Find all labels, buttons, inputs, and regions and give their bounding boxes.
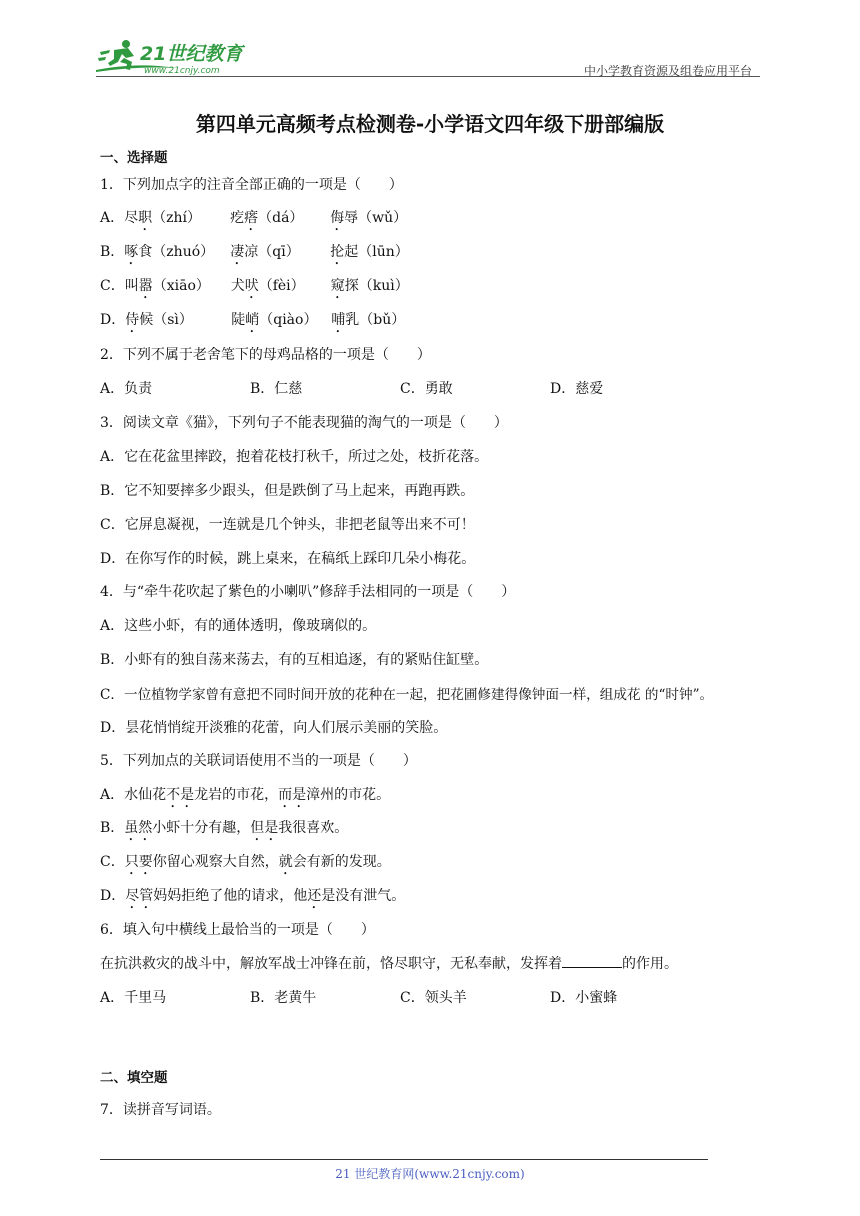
option-c: C．勇敢 <box>400 381 453 397</box>
option-a: A．千里马 <box>100 990 167 1006</box>
question-5-option-b: B．虽然小虾十分有趣，但是我很喜欢。 <box>100 820 349 836</box>
question-5-option-d: D．尽管妈妈拒绝了他的请求，他还是没有泄气。 <box>100 888 406 904</box>
question-4-option-d: D．昙花悄悄绽开淡雅的花蕾，向人们展示美丽的笑脸。 <box>100 720 448 736</box>
question-2-stem: 2．下列不属于老舍笔下的母鸡品格的一项是（ ） <box>100 347 431 363</box>
question-5-option-c: C．只要你留心观察大自然，就会有新的发现。 <box>100 854 391 870</box>
question-3-option-a: A．它在花盆里摔跤，抱着花枝打秋千，所过之处，枝折花落。 <box>100 449 489 465</box>
question-6-stem: 6．填入句中横线上最恰当的一项是（ ） <box>100 922 375 938</box>
option-c: C．领头羊 <box>400 990 467 1006</box>
question-3-option-d: D．在你写作的时候，跳上桌来，在稿纸上踩印几朵小梅花。 <box>100 551 476 567</box>
question-4-option-a: A．这些小虾，有的通体透明，像玻璃似的。 <box>100 618 377 634</box>
logo-text: 21世纪教育 <box>140 43 243 65</box>
question-4-option-b: B．小虾有的独自荡来荡去，有的互相追逐，有的紧贴住缸壁。 <box>100 652 489 668</box>
logo-url: www.21cnjy.com <box>144 66 220 76</box>
section-heading-choice: 一、选择题 <box>100 150 168 166</box>
question-2-options <box>100 378 603 398</box>
option-d: D．慈爱 <box>550 381 604 397</box>
question-1-option-a: A．尽职（zhí） 疙瘩（dá） 侮辱（wǔ） <box>100 210 408 226</box>
question-6-options <box>100 987 617 1007</box>
option-b: B．仁慈 <box>250 381 303 397</box>
question-6-sentence: 在抗洪救灾的战斗中，解放军战士冲锋在前，恪尽职守，无私奉献，发挥着 的作用。 <box>100 956 678 972</box>
question-1-stem: 1．下列加点字的注音全部正确的一项是（ ） <box>100 177 403 193</box>
question-1-option-d: D．侍候（sì） 陡峭（qiào） 哺乳（bǔ） <box>100 312 406 328</box>
question-7-stem: 7．读拼音写词语。 <box>100 1102 221 1118</box>
question-4-option-c: C．一位植物学家曾有意把不同时间开放的花种在一起，把花圃修建得像钟面一样，组成花 的“时钟”。 <box>100 687 714 703</box>
question-1-option-b: B．啄食（zhuó） 凄凉（qī） 抡起（lūn） <box>100 244 409 260</box>
logo-21cnjy-icon <box>96 36 266 76</box>
page-title: 第四单元高频考点检测卷-小学语文四年级下册部编版 <box>195 112 665 136</box>
question-4-stem: 4．与“牵牛花吹起了紫色的小喇叭”修辞手法相同的一项是（ ） <box>100 584 516 600</box>
question-5-option-a: A．水仙花不是龙岩的市花，而是漳州的市花。 <box>100 787 391 803</box>
question-5-stem: 5．下列加点的关联词语使用不当的一项是（ ） <box>100 753 417 769</box>
option-d: D．小蜜蜂 <box>550 990 618 1006</box>
footer-divider <box>100 1159 708 1160</box>
footer-text: 21 世纪教育网(www.21cnjy.com) <box>335 1167 525 1181</box>
fill-blank <box>562 955 622 968</box>
page-header <box>96 36 760 80</box>
option-b: B．老黄牛 <box>250 990 317 1006</box>
question-1-option-c: C．叫嚣（xiāo） 犬吠（fèi） 窥探（kuì） <box>100 278 409 294</box>
question-3-option-b: B．它不知要摔多少跟头，但是跌倒了马上起来，再跑再跌。 <box>100 483 475 499</box>
section-heading-fill: 二、填空题 <box>100 1070 168 1086</box>
question-3-option-c: C．它屏息凝视，一连就是几个钟头，非把老鼠等出来不可！ <box>100 517 475 533</box>
option-a: A．负责 <box>100 381 153 397</box>
header-divider <box>96 76 760 77</box>
question-3-stem: 3．阅读文章《猫》，下列句子不能表现猫的淘气的一项是（ ） <box>100 415 508 431</box>
header-platform-text: 中小学教育资源及组卷应用平台 <box>583 64 752 78</box>
